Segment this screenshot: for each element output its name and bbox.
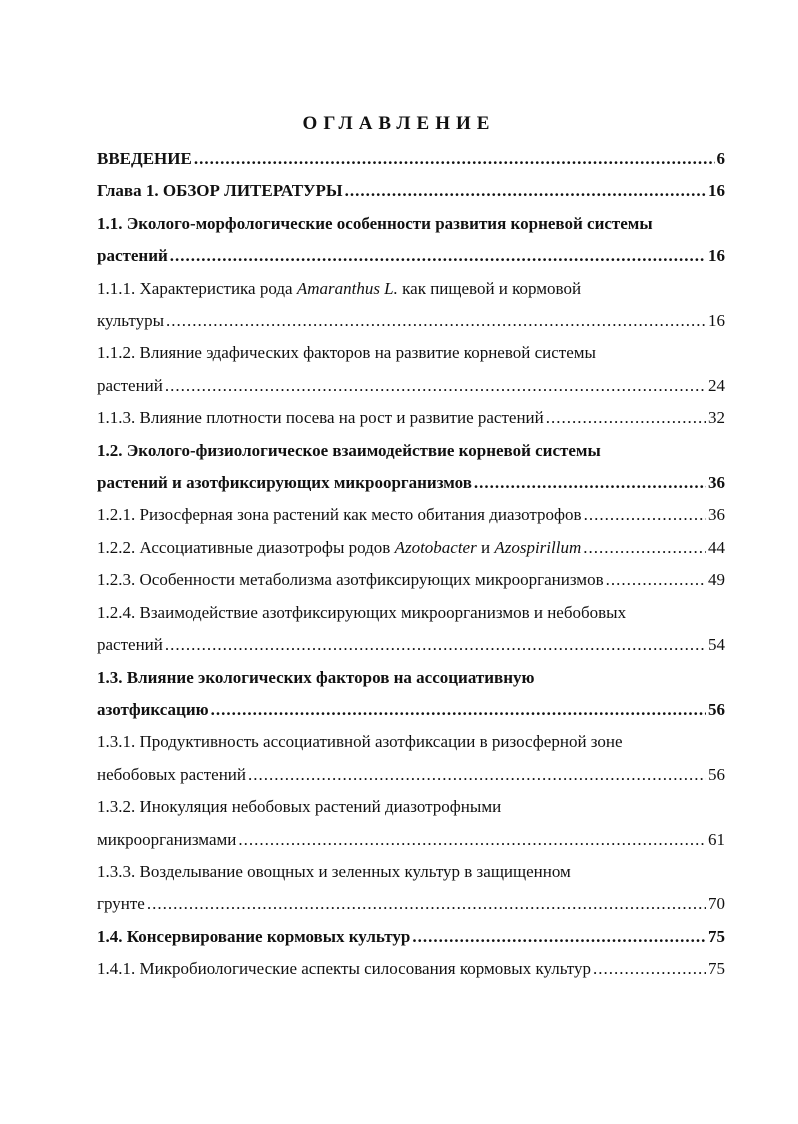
toc-entry-title: 1.4. Консервирование кормовых культур xyxy=(97,926,411,946)
leader-dots xyxy=(546,402,706,434)
toc-entry-title-cont: растений xyxy=(97,246,168,266)
toc-entry-title: 1.3.2. Инокуляция небобовых растений диазотрофными xyxy=(97,797,502,817)
toc-entry-title: 1.3.1. Продуктивность ассоциативной азотфиксации в ризосферной зоне xyxy=(97,732,623,752)
toc-entry-1-2-3[interactable] xyxy=(97,564,725,596)
toc-entry-title: 1.1. Эколого-морфологические особенности развития корневой системы xyxy=(97,213,653,233)
toc-entry-1-2-1[interactable] xyxy=(97,499,725,531)
toc-entry-title-cont: растений xyxy=(97,375,163,395)
toc-entry-text: как пищевой и кормовой xyxy=(397,278,582,298)
toc-entry-1-1-3[interactable] xyxy=(97,402,725,434)
toc-page-number: 16 xyxy=(708,181,725,201)
toc-page-number: 75 xyxy=(708,926,725,946)
toc-page-number: 16 xyxy=(708,311,725,331)
toc-entry-title xyxy=(97,532,581,564)
toc-entry-1-1[interactable] xyxy=(97,208,725,273)
toc-page-number: 56 xyxy=(708,699,725,719)
leader-dots xyxy=(593,953,706,985)
toc-entry-text: 1.2.2. Ассоциативные диазотрофы родов xyxy=(97,537,395,557)
toc-page-number: 75 xyxy=(708,959,725,979)
leader-dots xyxy=(248,759,706,791)
toc-page-number: 61 xyxy=(708,829,725,849)
toc-entry-1-3-3[interactable] xyxy=(97,856,725,921)
toc-entry-title-cont: растений и азотфиксирующих микроорганизмов xyxy=(97,473,472,493)
table-of-contents xyxy=(97,143,725,986)
toc-entry-title xyxy=(97,273,725,305)
toc-entry-title-cont: культуры xyxy=(97,311,164,331)
toc-entry-title-cont: азотфиксацию xyxy=(97,699,209,719)
leader-dots xyxy=(474,467,706,499)
toc-page-number: 49 xyxy=(708,570,725,590)
toc-entry-introduction[interactable] xyxy=(97,143,725,175)
page-title: ОГЛАВЛЕНИЕ xyxy=(302,113,496,134)
leader-dots xyxy=(583,532,706,564)
toc-entry-1-4[interactable] xyxy=(97,921,725,953)
leader-dots xyxy=(166,305,706,337)
toc-entry-1-2[interactable] xyxy=(97,435,725,500)
toc-entry-text: и xyxy=(476,537,495,557)
leader-dots xyxy=(194,143,715,175)
genus-name: Azospirillum xyxy=(494,537,582,557)
toc-entry-1-1-1[interactable] xyxy=(97,273,725,338)
toc-entry-chapter-1[interactable] xyxy=(97,175,725,207)
toc-entry-1-3-2[interactable] xyxy=(97,791,725,856)
leader-dots xyxy=(606,564,706,596)
toc-entry-title: 1.3. Влияние экологических факторов на ассоциативную xyxy=(97,667,535,687)
leader-dots xyxy=(412,921,706,953)
toc-entry-text: 1.1.1. Характеристика рода xyxy=(97,278,297,298)
toc-page-number: 24 xyxy=(708,375,725,395)
toc-page-number: 70 xyxy=(708,894,725,914)
toc-entry-title: Глава 1. ОБЗОР ЛИТЕРАТУРЫ xyxy=(97,181,343,201)
leader-dots xyxy=(238,824,706,856)
toc-page-number: 6 xyxy=(716,149,725,168)
toc-page-number: 36 xyxy=(708,505,725,525)
toc-entry-1-4-1[interactable] xyxy=(97,953,725,985)
toc-page-number: 32 xyxy=(708,408,725,428)
toc-page-number: 56 xyxy=(708,764,725,784)
toc-entry-title: ВВЕДЕНИЕ xyxy=(97,149,192,168)
toc-entry-title: 1.3.3. Возделывание овощных и зеленных культур в защищенном xyxy=(97,861,571,881)
leader-dots xyxy=(211,694,706,726)
leader-dots xyxy=(165,370,706,402)
toc-entry-title: 1.1.2. Влияние эдафических факторов на развитие корневой системы xyxy=(97,343,596,363)
toc-entry-title: 1.4.1. Микробиологические аспекты силосования кормовых культур xyxy=(97,959,592,979)
leader-dots xyxy=(345,175,706,207)
toc-entry-1-3-1[interactable] xyxy=(97,726,725,791)
genus-name: Amaranthus L. xyxy=(296,278,398,298)
toc-entry-1-2-4[interactable] xyxy=(97,597,725,662)
toc-page-number: 44 xyxy=(708,537,725,557)
toc-entry-1-1-2[interactable] xyxy=(97,337,725,402)
toc-entry-title: 1.2.4. Взаимодействие азотфиксирующих микроорганизмов и небобовых xyxy=(97,602,627,622)
leader-dots xyxy=(147,888,706,920)
toc-entry-1-3[interactable] xyxy=(97,662,725,727)
leader-dots xyxy=(165,629,706,661)
toc-entry-title: 1.2. Эколого-физиологическое взаимодействие корневой системы xyxy=(97,440,601,460)
leader-dots xyxy=(170,240,706,272)
toc-entry-title: 1.2.3. Особенности метаболизма азотфиксирующих микроорганизмов xyxy=(97,570,604,590)
toc-page-number: 36 xyxy=(708,473,725,493)
toc-entry-title-cont: микроорганизмами xyxy=(97,829,237,849)
toc-entry-title-cont: небобовых растений xyxy=(97,764,246,784)
toc-entry-title-cont: растений xyxy=(97,635,163,655)
toc-entry-title-cont: грунте xyxy=(97,894,145,914)
genus-name: Azotobacter xyxy=(394,537,477,557)
toc-entry-title: 1.2.1. Ризосферная зона растений как место обитания диазотрофов xyxy=(97,505,582,525)
toc-page-number: 16 xyxy=(708,246,725,266)
toc-entry-1-2-2[interactable] xyxy=(97,532,725,564)
toc-page-number: 54 xyxy=(708,635,725,655)
toc-entry-title: 1.1.3. Влияние плотности посева на рост и развитие растений xyxy=(97,408,544,428)
leader-dots xyxy=(584,499,706,531)
